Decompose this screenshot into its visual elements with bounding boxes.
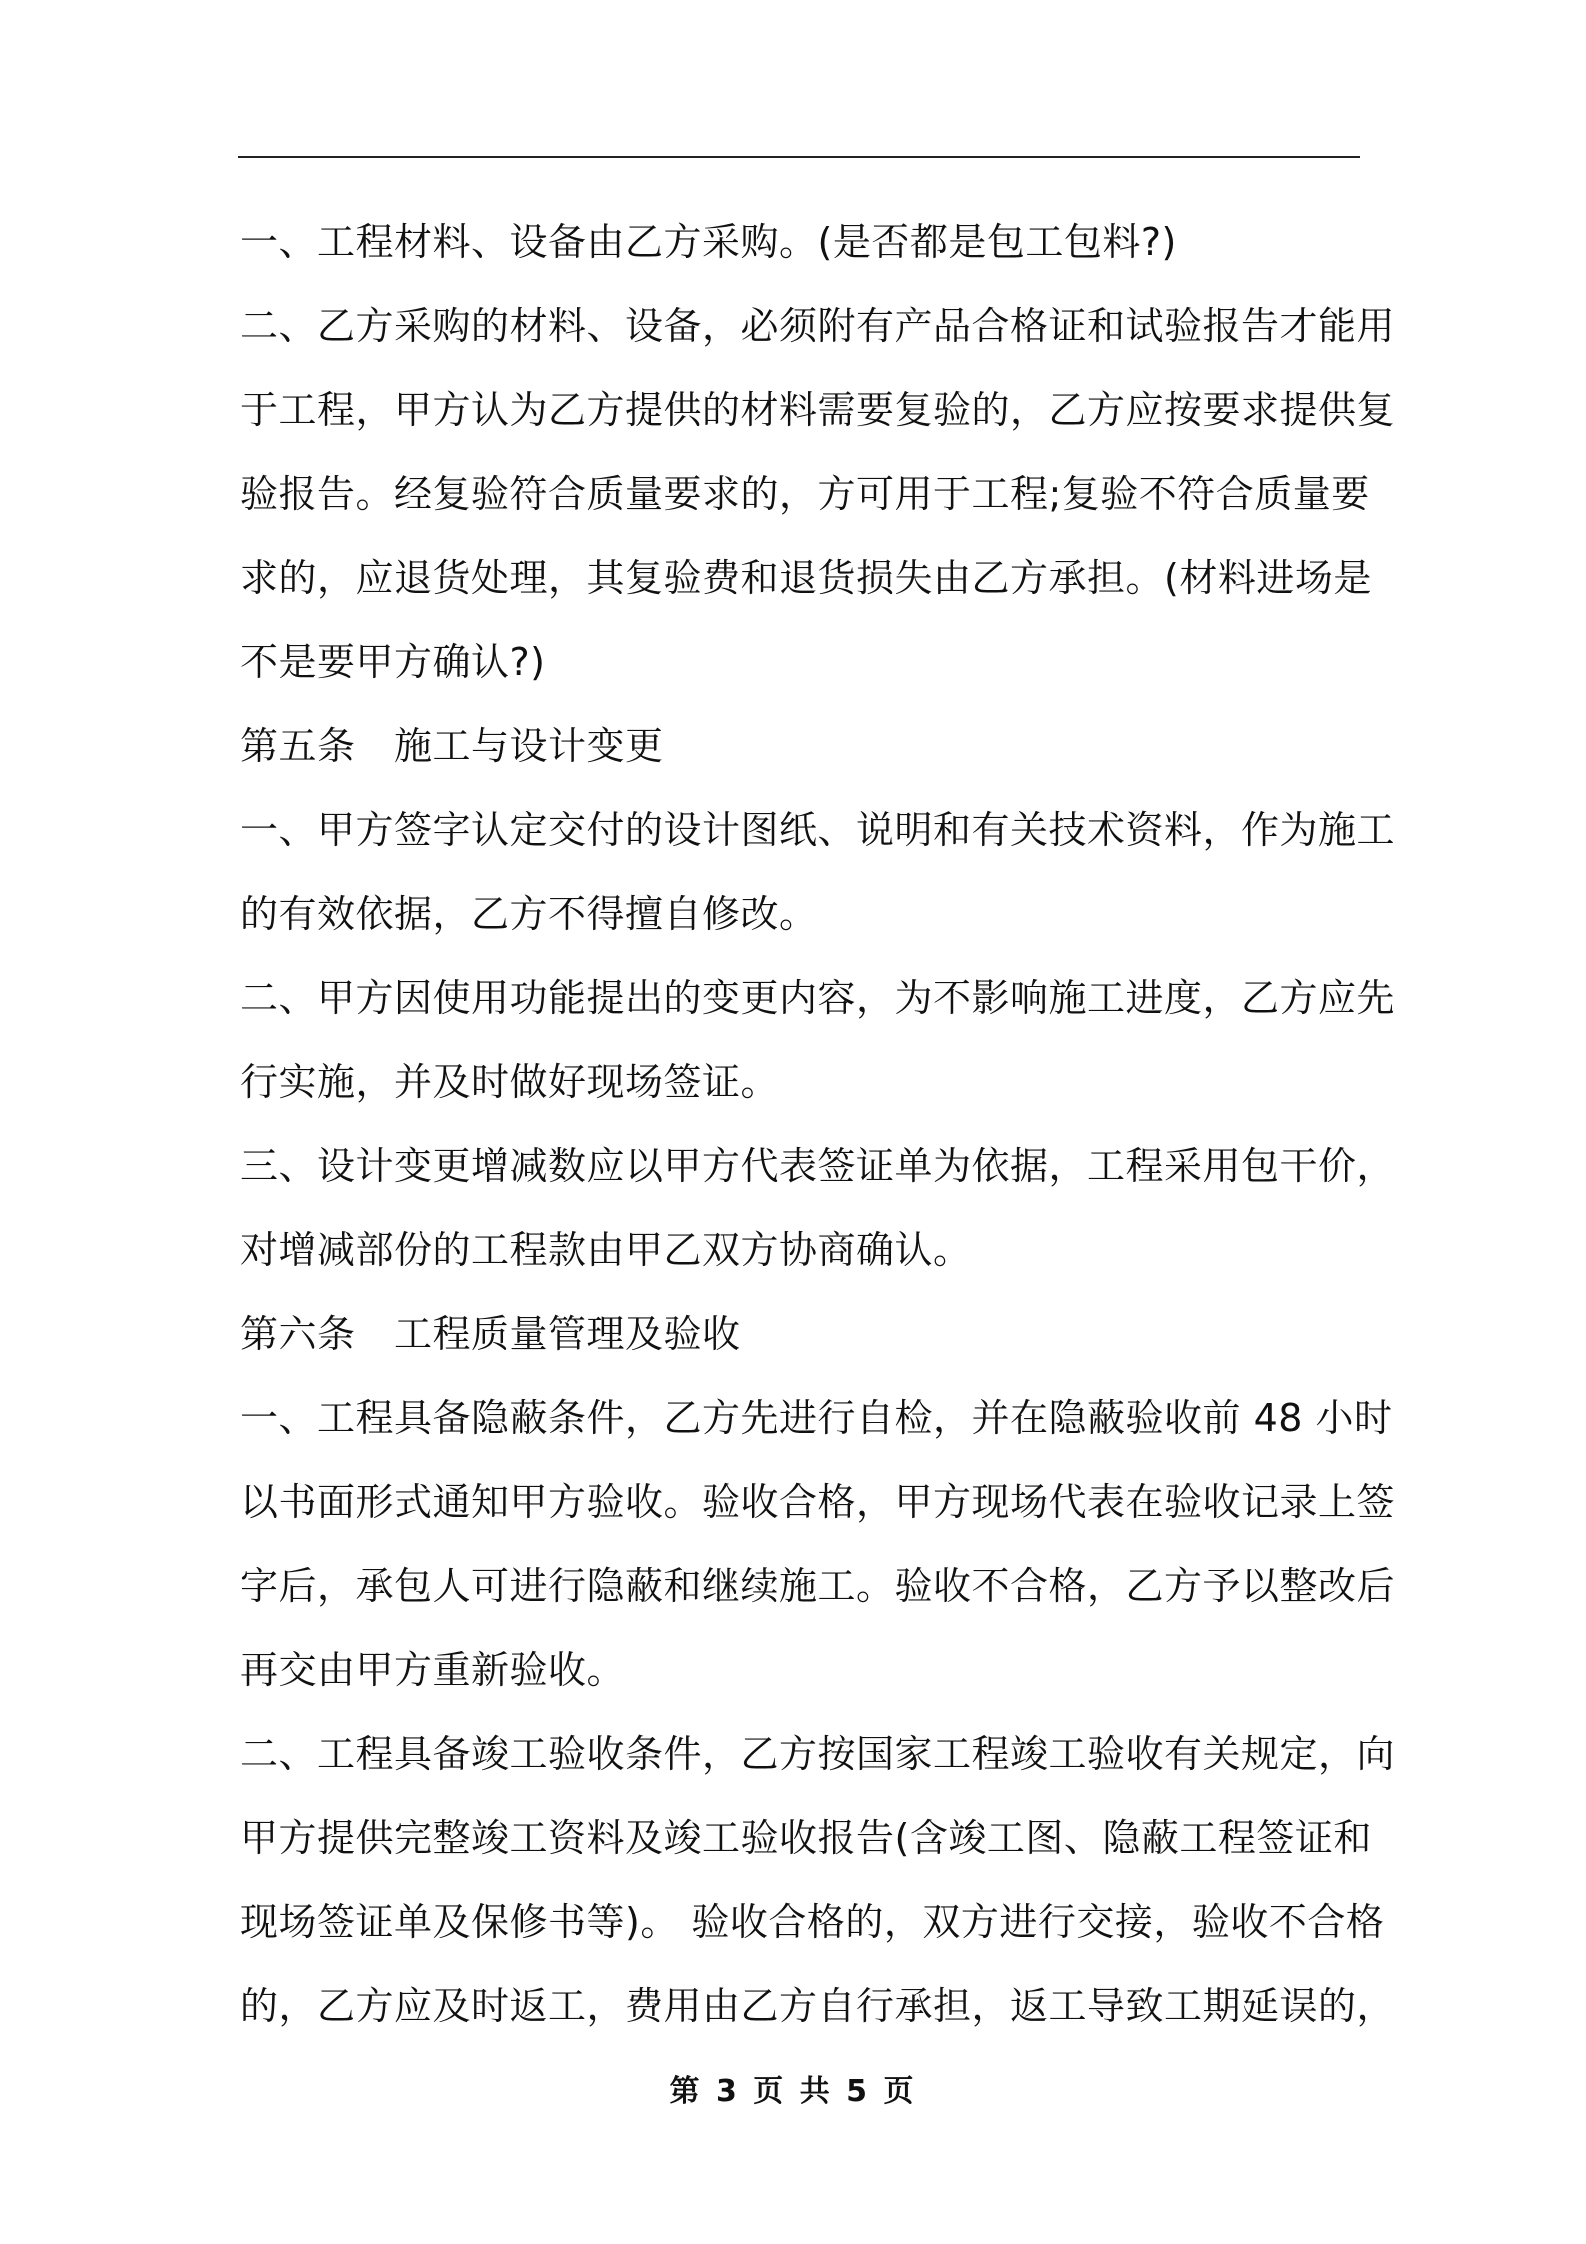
text-line-1: 一、工程材料、设备由乙方采购。(是否都是包工包料?) [240, 220, 1177, 264]
article-heading-6: 第六条 工程质量管理及验收 [240, 1312, 741, 1356]
text-line-16: 以书面形式通知甲方验收。验收合格，甲方现场代表在验收记录上签 [240, 1480, 1396, 1524]
text-line-5: 求的，应退货处理，其复验费和退货损失由乙方承担。(材料进场是 [240, 556, 1372, 600]
text-line-13: 对增减部份的工程款由甲乙双方协商确认。 [240, 1228, 972, 1272]
text-line-9: 的有效依据，乙方不得擅自修改。 [240, 892, 818, 936]
text-line-2: 二、乙方采购的材料、设备，必须附有产品合格证和试验报告才能用 [240, 304, 1396, 348]
text-line-10: 二、甲方因使用功能提出的变更内容，为不影响施工进度，乙方应先 [240, 976, 1396, 1020]
text-line-17: 字后，承包人可进行隐蔽和继续施工。验收不合格，乙方予以整改后 [240, 1564, 1396, 1608]
text-line-11: 行实施，并及时做好现场签证。 [240, 1060, 780, 1104]
text-line-6: 不是要甲方确认?) [240, 640, 546, 684]
header-rule [238, 156, 1360, 158]
page-number-footer: 第 3 页 共 5 页 [669, 2074, 917, 2109]
document-body [240, 200, 1396, 2048]
article-heading-5: 第五条 施工与设计变更 [240, 724, 664, 768]
text-line-8: 一、甲方签字认定交付的设计图纸、说明和有关技术资料，作为施工 [240, 808, 1396, 852]
text-line-21: 现场签证单及保修书等)。 验收合格的，双方进行交接，验收不合格 [240, 1900, 1385, 1944]
text-line-20: 甲方提供完整竣工资料及竣工验收报告(含竣工图、隐蔽工程签证和 [240, 1816, 1372, 1860]
text-line-15: 一、工程具备隐蔽条件，乙方先进行自检，并在隐蔽验收前 48 小时 [240, 1396, 1393, 1440]
text-line-3: 于工程，甲方认为乙方提供的材料需要复验的，乙方应按要求提供复 [240, 388, 1396, 432]
text-line-19: 二、工程具备竣工验收条件，乙方按国家工程竣工验收有关规定，向 [240, 1732, 1396, 1776]
text-line-22: 的，乙方应及时返工，费用由乙方自行承担，返工导致工期延误的， [240, 1984, 1396, 2028]
text-line-18: 再交由甲方重新验收。 [240, 1648, 626, 1692]
text-line-4: 验报告。经复验符合质量要求的，方可用于工程;复验不符合质量要 [240, 472, 1370, 516]
text-line-12: 三、设计变更增减数应以甲方代表签证单为依据，工程采用包干价， [240, 1144, 1396, 1188]
